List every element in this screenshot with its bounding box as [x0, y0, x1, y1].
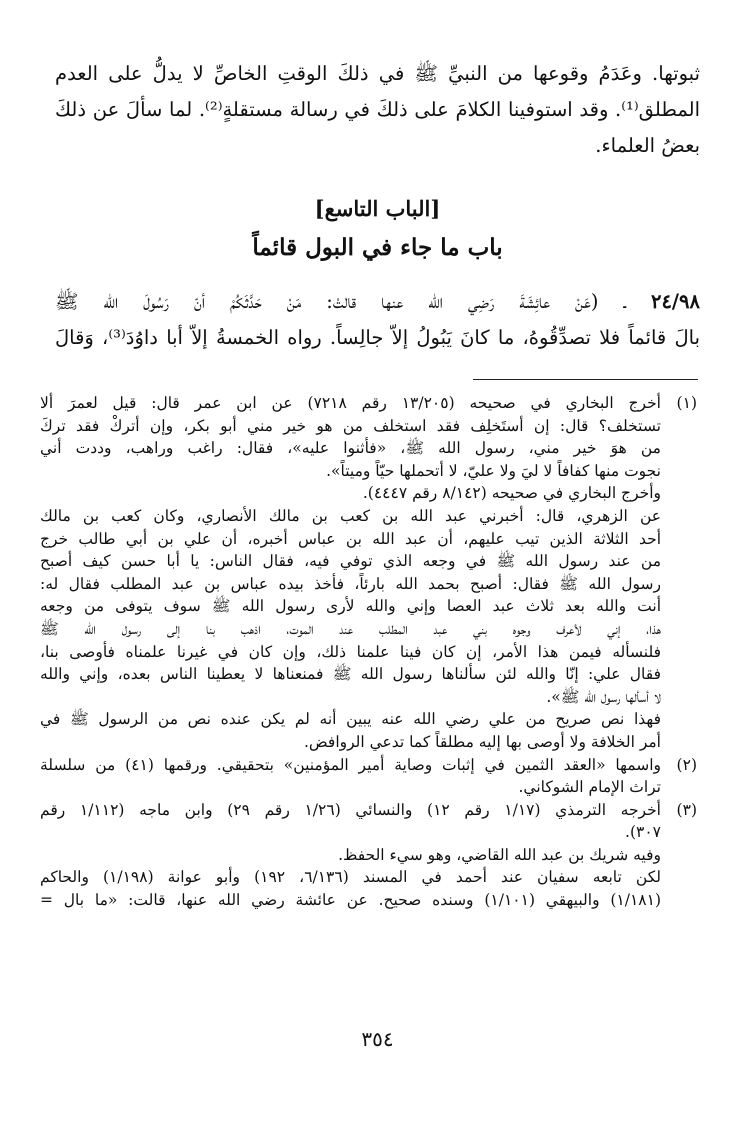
footnote-line: واسمها «العقد الثمين في إثبات وصاية أمير المؤمنين» بتحقيقي. ورقمها (٤١) من سلسلة [40, 755, 661, 774]
footnote-3 [40, 799, 697, 912]
footnote-line: هذا، إني لأعرف وجوه بني عبد المطلب عند الموت، اذهب بنا إلى رسول الله ﷺ [40, 619, 661, 638]
main-text [55, 56, 700, 164]
page-number: ٣٥٤ [361, 1027, 394, 1051]
footnote-separator [473, 379, 698, 380]
footnote-line: وأخرج البخاري في صحيحه (٨/١٤٢ رقم ٤٤٤٧). [362, 484, 661, 503]
hadith-text [55, 284, 700, 356]
footnote-number: (٣) [676, 800, 697, 819]
footnote-line: ٣٠٧). [625, 823, 661, 842]
footnote-line: وفيه شريك بن عبد الله القاضي، وهو سيء الحفظ. [338, 845, 661, 864]
footnote-line: عن الزهري، قال: أخبرني عبد الله بن كعب بن مالك الأنصاري، وكان كعب بن مالك [40, 506, 661, 525]
footnote-line: لا أسألها رسول الله ﷺ». [546, 687, 661, 706]
footnote-number: (١) [676, 394, 697, 412]
footnote-line: أخرج البخاري في صحيحه (١٣/٢٠٥ رقم ٧٢١٨) عن ابن عمر قال: قيل لعمرَ ألا [40, 394, 661, 412]
main-text-line: بعضُ العلماء. [595, 134, 700, 157]
footnote-line: رسول الله ﷺ فقال: أصبح بحمد الله بارئاً، فأخذ بيده عباس بن عبد المطلب فقال له: [40, 574, 661, 593]
footnote-line: فهذا نص صريح من علي رضي الله عنه يبين أنه لم يكن عنده نص من الرسول ﷺ في [40, 710, 661, 729]
hadith-line: بالَ قائماً فلا تصدِّقُوهُ، ما كانَ يَبُولُ إلاّ جالِساً. رواه الخمسةُ إلاّ أبا داوُدَ⁽³⁾، وَقالَ [55, 326, 700, 349]
footnote-number: (٢) [676, 755, 697, 774]
hadith-number: ٢٤/٩٨ [650, 290, 700, 313]
main-text-line: المطلق⁽¹⁾. وقد استوفينا الكلامَ على ذلكَ في رسالة مستقلةٍ⁽²⁾. لما سألَ عن ذلكَ [55, 98, 700, 121]
footnote-line: أمر الخلافة ولا أوصى بها إليه مطلقاً كما تدعي الروافض. [304, 732, 661, 751]
footnote-body [40, 392, 661, 754]
hadith-line [55, 284, 700, 320]
footnote-body [40, 799, 661, 912]
footnote-line: فقال علي: إنّا والله لئن سألناها رسول الله ﷺ فمنعناها لا يعطينا الناس بعده، وإني والله [40, 665, 661, 684]
footnote-line: أحد الثلاثة الذين تيب عليهم، أن عبد الله بن عباس أخبره، أن علي بن أبي طالب خرج [40, 529, 661, 548]
footnote-line: تستخلف؟ قال: إن أستَخلِف فقد استخلف من هو خير مني أبو بكر، وإن أتركْ فقد تركَ [40, 416, 661, 435]
footnote-line: لكن تابعه سفيان عند أحمد في المسند (٦/١٣٦، ١٩٢) وأبو عوانة (١/١٩٨) والحاكم [40, 868, 661, 887]
footnote-line: (١/١٨١) والبيهقي (١/١٠١) وسنده صحيح. عن عائشة رضي الله عنها، قالت: «ما بال = [40, 891, 661, 910]
footnote-body [40, 754, 661, 799]
footnote-line: نجوت منها كفافاً لا ليَ ولا عليّ، لا أتحملها حيّاً وميتاً». [326, 461, 661, 480]
chapter-heading: [الباب التاسع] [314, 196, 441, 221]
footnote-line: فلنسأله فيمن هذا الأمر، إن كان فينا علمنا ذلك، وإن كان في غيرنا علمناه فأوصى بنا، [40, 642, 661, 661]
footnote-line: أنت والله بعد ثلاث عبد العصا وإني والله لأرى رسول الله ﷺ سوف يتوفى من وجعه [40, 597, 661, 616]
main-text-line: ثبوتها. وعَدَمُ وقوعها من النبيِّ ﷺ في ذلكَ الوقتِ الخاصِّ لا يدلُّ على العدم [55, 62, 700, 85]
footnote-line: أخرجه الترمذي (١/١٧ رقم ١٢) والنسائي (١/٢٦ رقم ٢٩) وابن ماجه (١/١١٢ رقم [40, 800, 661, 819]
footnote-line: تراث الإمام الشوكاني. [518, 778, 661, 797]
section-title: باب ما جاء في البول قائماً [252, 234, 503, 261]
footnotes [40, 392, 697, 912]
footnote-1 [40, 392, 697, 754]
footnote-line: من هوَ خير مني، رسول الله ﷺ، «فأثنوا عليه»، فقال: راغب وراهب، وددت أني [40, 439, 661, 458]
footnote-line: من عند رسول الله ﷺ في وجعه الذي توفي فيه، فقال الناس: يا أبا حسن كيف أصبح [40, 552, 661, 571]
footnote-2 [40, 754, 697, 799]
hadith-line-text: ـ (عَنْ عائِشَةَ رَضِي الله عنها قالتْ: مَنْ حَدَّثَكُمْ أنّ رَسُولَ الله ﷺ [55, 290, 651, 313]
